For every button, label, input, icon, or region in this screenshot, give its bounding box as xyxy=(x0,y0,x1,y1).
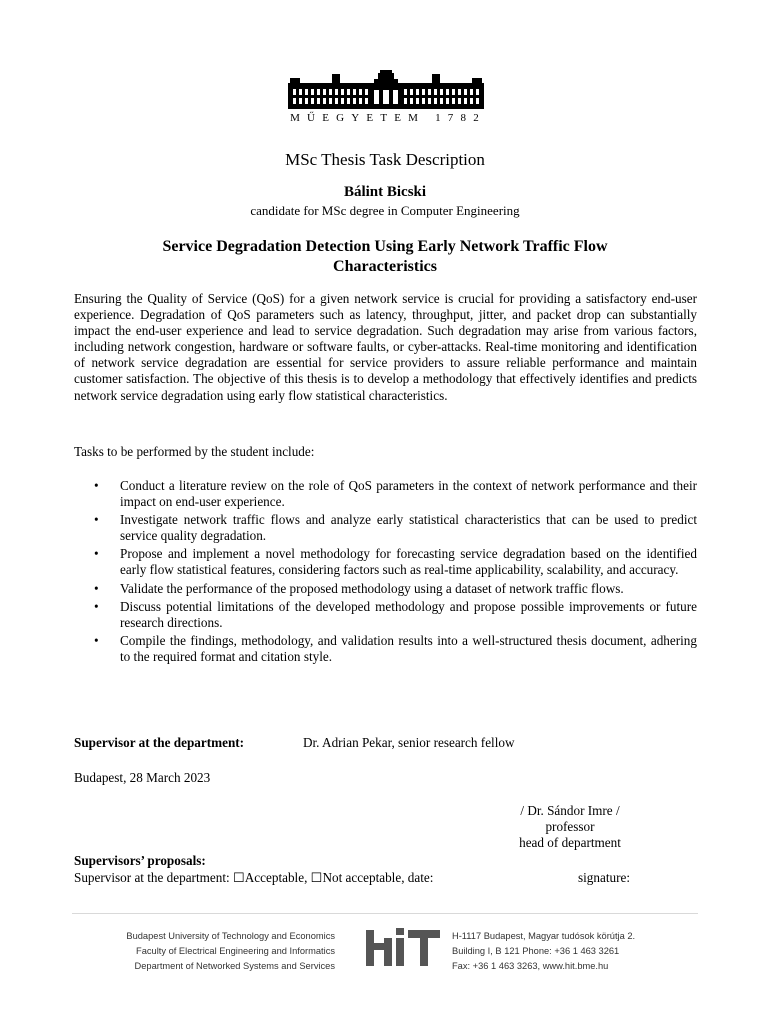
proposal-row: Supervisor at the department: ☐Acceptable, ☐Not acceptable, date: xyxy=(74,870,434,885)
task-item: • Discuss potential limitations of the developed methodology and propose possible improvements or future research directions. xyxy=(120,599,697,631)
footer-address-left xyxy=(60,929,335,974)
head-role: head of department xyxy=(519,835,621,851)
task-item: • Propose and implement a novel methodology for forecasting service degradation based on the identified early flow statistical features, considering factors such as real-time applicability, scalability, and accuracy. xyxy=(120,546,697,578)
hit-logo-icon xyxy=(364,926,442,968)
head-of-department-block xyxy=(490,803,650,851)
signature-label: signature: xyxy=(578,870,631,885)
supervisor-name: Dr. Adrian Pekar, senior research fellow xyxy=(303,735,515,750)
university-building-icon xyxy=(288,68,484,110)
tasks-intro: Tasks to be performed by the student include: xyxy=(74,444,315,459)
candidate-name: Bálint Bicski xyxy=(343,184,427,200)
footer-line: Department of Networked Systems and Services xyxy=(134,961,335,971)
description-paragraph: Ensuring the Quality of Service (QoS) for a given network service is crucial for providing a satisfactory end-user experience. Degradation of QoS parameters such as latency, throughput, jitter, and packet drop can substantially impact the end-user experience and lead to service degradation. Such degradation may arise from various factors, including network congestion, hardware or software faults, or cyber-attacks. Real-time monitoring and identification of network service degradation are essential for service providers to assure reliable performance and maintain customer satisfaction. The objective of this thesis is to develop a methodology that effectively identifies and predicts network service degradation using early flow statistical characteristics. xyxy=(74,291,697,403)
candidate-description: candidate for MSc degree in Computer Engineering xyxy=(250,203,520,218)
footer-line: Budapest University of Technology and Economics xyxy=(126,931,335,941)
head-name: / Dr. Sándor Imre / xyxy=(520,803,620,818)
footer-divider xyxy=(72,913,698,914)
supervisor-label: Supervisor at the department: xyxy=(74,735,245,750)
tasks-list xyxy=(74,478,697,667)
task-item: • Validate the performance of the proposed methodology using a dataset of network traffic flows. xyxy=(120,581,697,597)
head-title: professor xyxy=(545,819,595,835)
task-item: • Compile the findings, methodology, and validation results into a well-structured thesis document, adhering to the required format and citation style. xyxy=(120,633,697,665)
task-item: • Conduct a literature review on the role of QoS parameters in the context of network performance and their impact on end-user experience. xyxy=(120,478,697,510)
footer-line: Faculty of Electrical Engineering and Informatics xyxy=(136,946,335,956)
footer-line: H-1117 Budapest, Magyar tudósok körútja 2. xyxy=(452,931,636,941)
thesis-title: Service Degradation Detection Using Early Network Traffic Flow Characteristics xyxy=(162,238,608,275)
document-type: MSc Thesis Task Description xyxy=(285,150,485,169)
document-date: Budapest, 28 March 2023 xyxy=(74,770,211,785)
proposals-label: Supervisors’ proposals: xyxy=(74,853,206,868)
university-motto: MŰEGYETEM 1782 xyxy=(290,112,486,124)
footer-address-right xyxy=(452,929,712,974)
footer-line: Fax: +36 1 463 3263, www.hit.bme.hu xyxy=(452,961,609,971)
footer-line: Building I, B 121 Phone: +36 1 463 3261 xyxy=(452,946,620,956)
task-item: • Investigate network traffic flows and analyze early statistical characteristics that can be used to predict service quality degradation. xyxy=(120,512,697,544)
